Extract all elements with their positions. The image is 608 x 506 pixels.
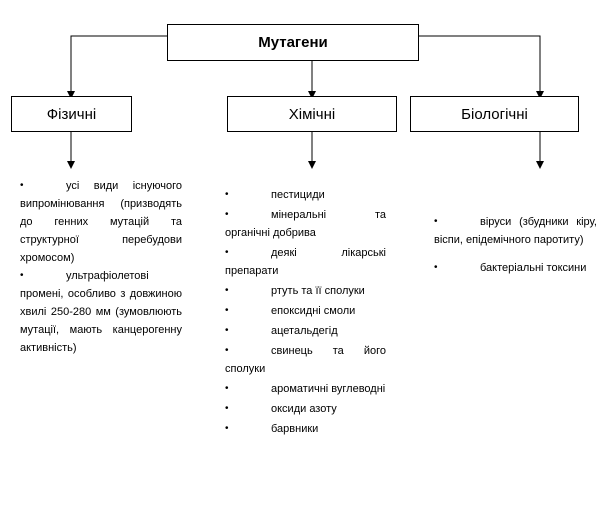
category-node-chemical: Хімічні	[227, 96, 397, 132]
list-item-text: віруси (збудники кіру, віспи, епідемічного паротиту)	[434, 216, 597, 246]
list-item-text: усі види існуючого випромінювання (призводять до генних мутацій та структурної перебудови хромосом)	[20, 180, 182, 264]
list-item-text: оксиди азоту	[271, 403, 337, 415]
list-item-text: пестициди	[271, 189, 325, 201]
bullet-icon: •	[225, 383, 229, 394]
bullet-icon: •	[434, 216, 438, 227]
physical-mutagens-list	[20, 177, 182, 357]
list-item-text: ртуть та її сполуки	[271, 285, 365, 297]
list-item-text: епоксидні смоли	[271, 305, 356, 317]
connector-root-physical	[71, 36, 167, 95]
list-item-text: ультрафіолетові промені, особливо з довжиною хвилі 250-280 мм (зумовлюють мутації, мають канцерогенну активність)	[20, 270, 182, 354]
list-item-text: барвники	[271, 423, 319, 435]
list-item-text: деякі лікарські препарати	[225, 247, 386, 277]
list-item	[434, 213, 597, 249]
category-node-biological: Біологічні	[410, 96, 579, 132]
bullet-icon: •	[20, 270, 24, 281]
chemical-mutagens-list	[225, 186, 386, 440]
list-item	[225, 206, 386, 242]
bullet-icon: •	[225, 345, 229, 356]
list-item-text: ароматичні вуглеводні	[271, 383, 386, 395]
list-item-text: ацетальдегід	[271, 325, 338, 337]
connector-root-biological	[419, 36, 540, 95]
list-item	[225, 322, 386, 340]
list-item-text: свинець та його сполуки	[225, 345, 386, 375]
root-node-mutagens: Мутагени	[167, 24, 419, 61]
list-item-text: мінеральні та органічні добрива	[225, 209, 386, 239]
list-item	[20, 267, 182, 357]
bullet-icon: •	[225, 325, 229, 336]
bullet-icon: •	[225, 209, 229, 220]
list-item	[20, 177, 182, 267]
list-item	[225, 302, 386, 320]
bullet-icon: •	[225, 285, 229, 296]
list-item	[225, 244, 386, 280]
list-item	[225, 420, 386, 438]
bullet-icon: •	[225, 189, 229, 200]
bullet-icon: •	[20, 180, 24, 191]
biological-mutagens-list	[434, 213, 597, 287]
list-item	[225, 186, 386, 204]
bullet-icon: •	[434, 262, 438, 273]
list-item	[434, 259, 597, 277]
list-item	[225, 342, 386, 378]
bullet-icon: •	[225, 423, 229, 434]
category-node-physical: Фізичні	[11, 96, 132, 132]
list-item-text: бактеріальні токсини	[480, 262, 587, 274]
list-item	[225, 380, 386, 398]
bullet-icon: •	[225, 403, 229, 414]
bullet-icon: •	[225, 247, 229, 258]
list-item	[225, 282, 386, 300]
list-item	[225, 400, 386, 418]
bullet-icon: •	[225, 305, 229, 316]
